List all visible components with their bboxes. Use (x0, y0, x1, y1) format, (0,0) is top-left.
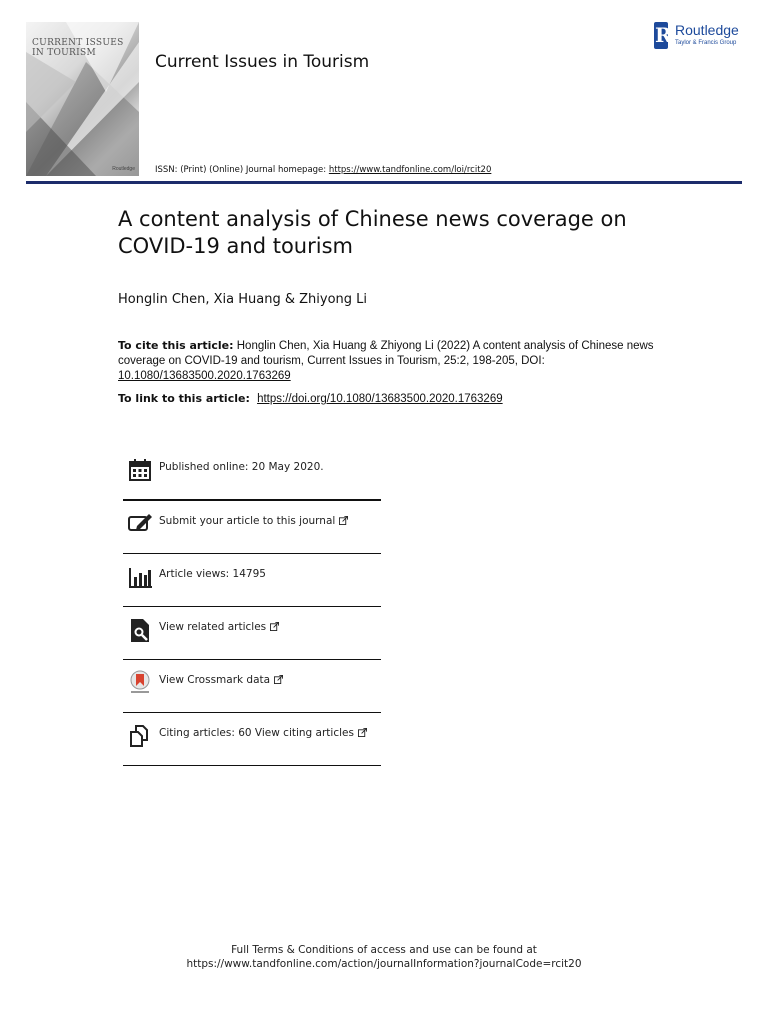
issn-label: ISSN: (Print) (Online) Journal homepage: (155, 165, 329, 175)
publisher-name: Routledge (675, 22, 739, 38)
routledge-icon (654, 22, 672, 49)
published-date: Published online: 20 May 2020. (159, 461, 324, 473)
info-row-published (123, 447, 381, 501)
terms-link[interactable]: https://www.tandfonline.com/action/journalInformation?journalCode=rcit20 (186, 958, 582, 970)
external-link-icon (358, 728, 367, 737)
citation-block (118, 338, 658, 384)
cite-doi-link[interactable]: 10.1080/13683500.2020.1763269 (118, 370, 291, 382)
publisher-group: Taylor & Francis Group (675, 40, 737, 46)
article-link-block (118, 392, 503, 405)
journal-title: Current Issues in Tourism (155, 52, 370, 72)
cover-publisher-mark: Routledge (112, 166, 135, 172)
terms-text: Full Terms & Conditions of access and use can be found at (231, 944, 537, 956)
cover-title: CURRENT ISSUES IN TOURISM (32, 38, 124, 58)
info-row-submit[interactable] (123, 501, 381, 554)
terms-footer (0, 943, 768, 971)
header-divider (26, 181, 742, 184)
journal-cover-image (26, 22, 139, 176)
article-info-list (123, 447, 381, 766)
related-articles-link[interactable]: View related articles (159, 621, 279, 633)
issn-line (155, 165, 491, 175)
info-row-citing[interactable] (123, 713, 381, 766)
search-document-icon (127, 617, 153, 643)
external-link-icon (274, 675, 283, 684)
link-label: To link to this article: (118, 392, 250, 405)
info-row-crossmark[interactable] (123, 660, 381, 713)
info-row-related[interactable] (123, 607, 381, 660)
bar-chart-icon (127, 564, 153, 590)
journal-homepage-link[interactable]: https://www.tandfonline.com/loi/rcit20 (328, 165, 492, 175)
calendar-icon (127, 457, 153, 483)
submit-article-link[interactable]: Submit your article to this journal (159, 515, 348, 527)
external-link-icon (339, 516, 348, 525)
crossmark-link[interactable]: View Crossmark data (159, 674, 283, 686)
citing-icon (127, 723, 153, 749)
cite-label: To cite this article: (118, 339, 234, 352)
article-doi-link[interactable]: https://doi.org/10.1080/13683500.2020.1763269 (257, 393, 503, 405)
edit-icon (127, 511, 153, 537)
article-authors: Honglin Chen, Xia Huang & Zhiyong Li (118, 292, 368, 307)
article-views: Article views: 14795 (159, 568, 266, 580)
external-link-icon (270, 622, 279, 631)
routledge-letter: R (655, 23, 672, 47)
publisher-logo[interactable] (654, 22, 754, 52)
info-row-views (123, 554, 381, 607)
citing-articles-link[interactable]: Citing articles: 60 View citing articles (159, 727, 367, 739)
cite-text: Honglin Chen, Xia Huang & Zhiyong Li (2022) A content analysis of Chinese news coverage on COVID-19 and tourism, Current Issues in Tourism, 25:2, 198-205, DOI: (118, 340, 654, 367)
article-title: A content analysis of Chinese news coverage on COVID-19 and tourism (118, 207, 627, 258)
crossmark-icon (127, 670, 153, 696)
